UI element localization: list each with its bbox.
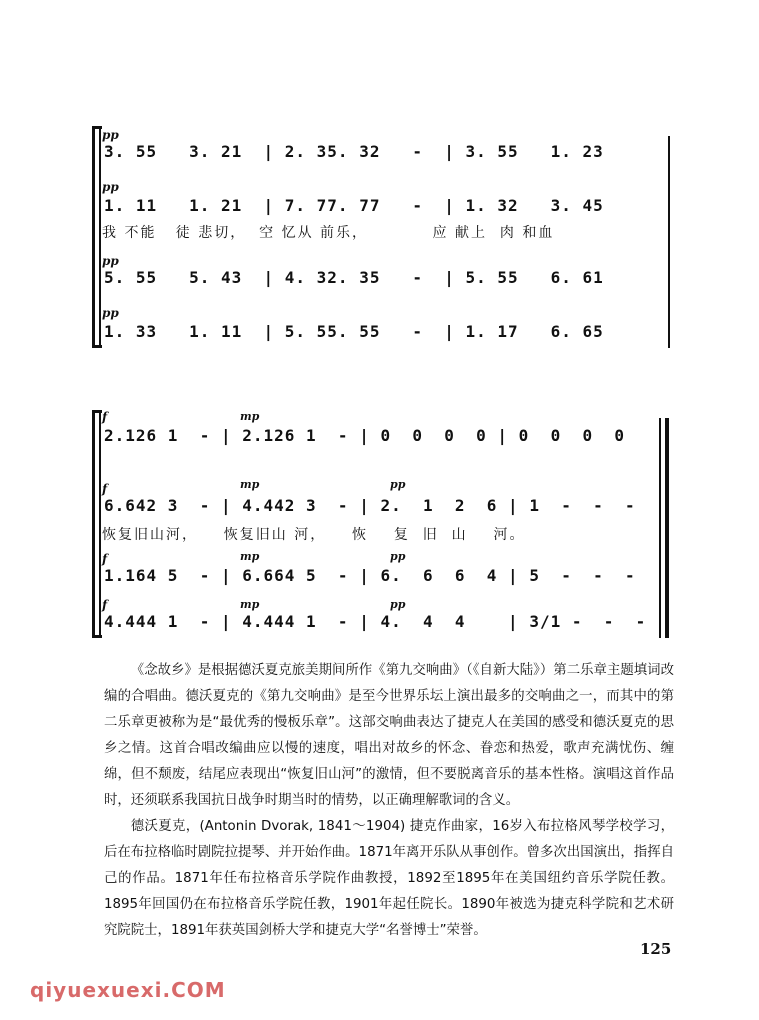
system1-dynamic-1: pp (102, 128, 119, 142)
page-number: 125 (640, 940, 672, 958)
system1-dynamic-3: pp (102, 254, 119, 268)
system1-dynamic-2: pp (102, 180, 119, 194)
system2-mp-3: mp (240, 550, 260, 563)
system1-row-3: 5. 55 5. 43 | 4. 32. 35 - | 5. 55 6. 61 (104, 268, 604, 287)
paragraph-1: 《念故乡》是根据德沃夏克旅美期间所作《第九交响曲》（《自新大陆》）第二乐章主题填词改编的合唱曲。德沃夏克的《第九交响曲》是至今世界乐坛上演出最多的交响曲之一，而其中的第二乐章更被称为是“最优秀的慢板乐章”。这部交响曲表达了捷克人在美国的感受和德沃夏克的思乡之情。这首合唱改编曲应以慢的速度，唱出对故乡的怀念、眷恋和热爱，歌声充满忧伤、缠绵，但不颓废，结尾应表现出“恢复旧山河”的激情，但不要脱离音乐的基本性格。演唱这首作品时，还须联系我国抗日战争时期当时的情势，以正确理解歌词的含义。 (104, 663, 674, 808)
system2-dynamic-2: f (102, 482, 108, 496)
system2-pp-3: pp (390, 550, 406, 563)
system1-dynamic-4: pp (102, 306, 119, 320)
system2-mp-4: mp (240, 598, 260, 611)
system1-row-4: 1. 33 1. 11 | 5. 55. 55 - | 1. 17 6. 65 (104, 322, 604, 341)
system2-brace (92, 410, 95, 638)
system2-mp-1: mp (240, 410, 260, 423)
description-text (104, 658, 674, 944)
system2-dynamic-4: f (102, 598, 108, 612)
system2-row-2: 6.642 3 - | 4.442 3 - | 2. 1 2 6 | 1 - - - (104, 496, 636, 515)
system2-barline-thin (659, 418, 661, 638)
system2-mp-2: mp (240, 478, 260, 491)
paragraph-2: 德沃夏克，(Antonin Dvorak, 1841～1904) 捷克作曲家，16岁入布拉格风琴学校学习，后在布拉格临时剧院拉提琴、并开始作曲。1871年离开乐队从事创作。曾多次出国演出，指挥自己的作品。1871年任布拉格音乐学院作曲教授，1892至1895年在美国纽约音乐学院任教。1895年回国仍在布拉格音乐学院任教，1901年起任院长。1890年被选为捷克科学院和艺术研究院院士，1891年获英国剑桥大学和捷克大学“名誉博士”荣誉。 (104, 819, 674, 938)
watermark: qiyuexuexi.COM (30, 978, 226, 1002)
system1-row-1: 3. 55 3. 21 | 2. 35. 32 - | 3. 55 1. 23 (104, 142, 604, 161)
system2-dynamic-1: f (102, 410, 108, 424)
system2-row-1: 2.126 1 - | 2.126 1 - | 0 0 0 0 | 0 0 0 0 (104, 426, 626, 445)
system1-row-2: 1. 11 1. 21 | 7. 77. 77 - | 1. 32 3. 45 (104, 196, 604, 215)
system1-lyric: 我 不能 徒 悲切， 空 忆从 前乐， 应 献上 肉 和血 (102, 225, 555, 241)
system2-dynamic-3: f (102, 552, 108, 566)
system2-row-3: 1.164 5 - | 6.664 5 - | 6. 6 6 4 | 5 - - - (104, 566, 636, 585)
system1-brace (92, 126, 95, 348)
system1-barline-start (99, 126, 101, 348)
system2-lyric: 恢复旧山河， 恢复旧山 河， 恢 复 旧 山 河。 (102, 527, 526, 543)
system2-row-4: 4.444 1 - | 4.444 1 - | 4. 4 4 | 3/1 - - - (104, 612, 647, 631)
system2-pp-2: pp (390, 478, 406, 491)
system2-final-barline (665, 418, 669, 638)
system2-pp-4: pp (390, 598, 406, 611)
system2-barline-start (99, 410, 101, 638)
system1-barline-end (668, 136, 670, 348)
